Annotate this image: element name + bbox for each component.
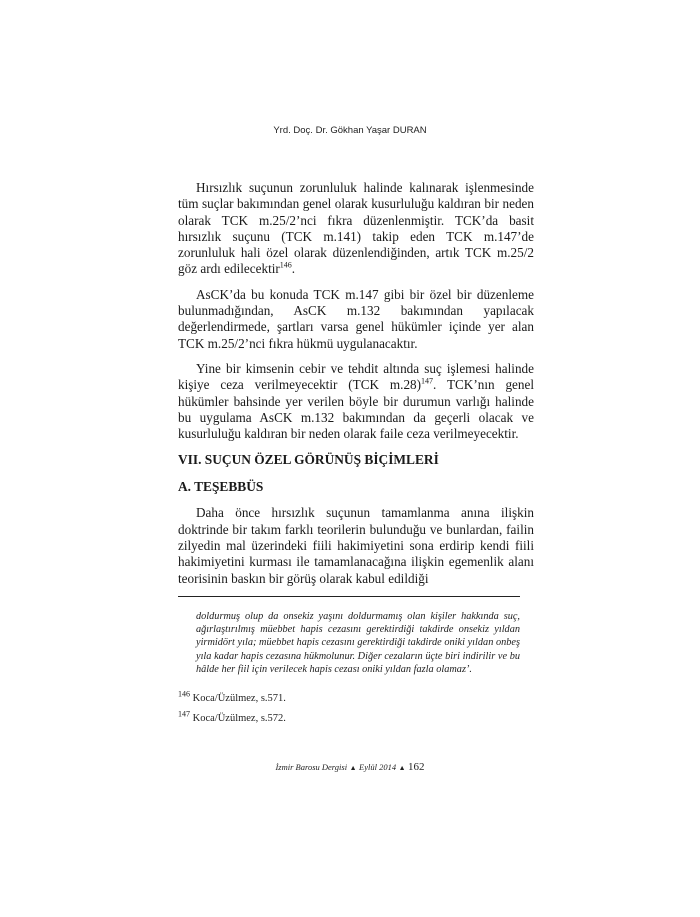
paragraph-1-text: Hırsızlık suçunun zorunluluk halinde kalınarak işlenmesinde tüm suçlar bakımından genel olarak kusurluluğu kaldıran bir neden olarak TCK m.25/2’nci fıkra düzenlenmiştir. TCK’da basit hırsızlık suçunu (TCK m.141) takip eden TCK m.147’de zorunluluk hali özel olarak düzenlendiğinden, artık TCK m.25/2 göz ardı edilecektir bbox=[178, 180, 534, 277]
footnote-146 bbox=[178, 689, 520, 705]
running-header bbox=[0, 125, 700, 136]
paragraph-3-text-b: . TCK’nın genel hükümler bahsinde yer verilen böyle bir durumun varlığı halinde bu uygulama AsCK m.132 bakımından da geçerli olacak ve kusurluluğu kaldıran bir neden olarak faile ceza verilmeyecektir. bbox=[178, 377, 534, 442]
author-name: Yrd. Doç. Dr. Gökhan Yaşar DURAN bbox=[273, 125, 427, 136]
paragraph-1 bbox=[178, 180, 534, 278]
paragraph-3-text-a: Yine bir kimsenin cebir ve tehdit altında suç işlemesi halinde kişiye ceza verilmeyecektir (TCK m.28) bbox=[178, 360, 534, 393]
page-number: 162 bbox=[408, 761, 425, 773]
footnote-ref-147[interactable]: 147 bbox=[421, 376, 434, 386]
footnote-continuation: doldurmuş olup da onsekiz yaşını doldurmamış olan kişiler hakkında suç, ağırlaştırılmış müebbet hapis cezasını gerektirdiği takdirde onsekiz yıldan yirmidört yıla; müebbet hapis cezasını gerektirdiği takdirde oniki yıldan onbeş yıla kadar hapis cezasına hükmolunur. Diğer cezaların üçte biri indirilir ve bu hâlde her fiil için verilecek hapis cezası oniki yıldan fazla olamaz’. bbox=[196, 611, 520, 675]
paragraph-2: AsCK’da bu konuda TCK m.147 gibi bir özel bir düzenleme bulunmadığından, AsCK m.132 bakımından yapılacak değerlendirmede, şartları varsa genel hükümler içinde yer alan TCK m.25/2’nci fıkra hükmü uygulanacaktır. bbox=[178, 286, 534, 351]
paragraph-1-tail: . bbox=[291, 261, 296, 277]
triangle-separator-icon: ▲ bbox=[349, 764, 357, 772]
section-heading: VII. SUÇUN ÖZEL GÖRÜNÜŞ BİÇİMLERİ bbox=[178, 452, 439, 468]
page-footer bbox=[0, 761, 700, 773]
footnote-number: 146 bbox=[178, 689, 190, 699]
footnote-text: Koca/Üzülmez, s.571. bbox=[192, 693, 286, 704]
journal-name: İzmir Barosu Dergisi bbox=[275, 762, 348, 772]
footnote-divider bbox=[178, 596, 520, 597]
footnote-147 bbox=[178, 709, 520, 725]
issue-date: Eylül 2014 bbox=[359, 762, 397, 772]
main-text bbox=[178, 180, 534, 596]
subsection-heading: A. TEŞEBBÜS bbox=[178, 479, 264, 495]
paragraph-4: Daha önce hırsızlık suçunun tamamlanma anına ilişkin doktrinde bir takım farklı teorilerin bulunduğu ve bunlardan, failin zilyedin mal üzerindeki fiili hakimiyetini sona erdirip kendi fiili hakimiyetini kurması ile tamamlanacağına ilişkin egemenlik alanı teorisinin baskın bir görüş olarak kabul edildiği bbox=[178, 505, 534, 586]
footnote-text: Koca/Üzülmez, s.572. bbox=[192, 713, 286, 724]
footnote-number: 147 bbox=[178, 709, 190, 719]
paragraph-3 bbox=[178, 361, 534, 442]
footnote-ref-146[interactable]: 146 bbox=[279, 261, 292, 271]
triangle-separator-icon: ▲ bbox=[398, 764, 406, 772]
